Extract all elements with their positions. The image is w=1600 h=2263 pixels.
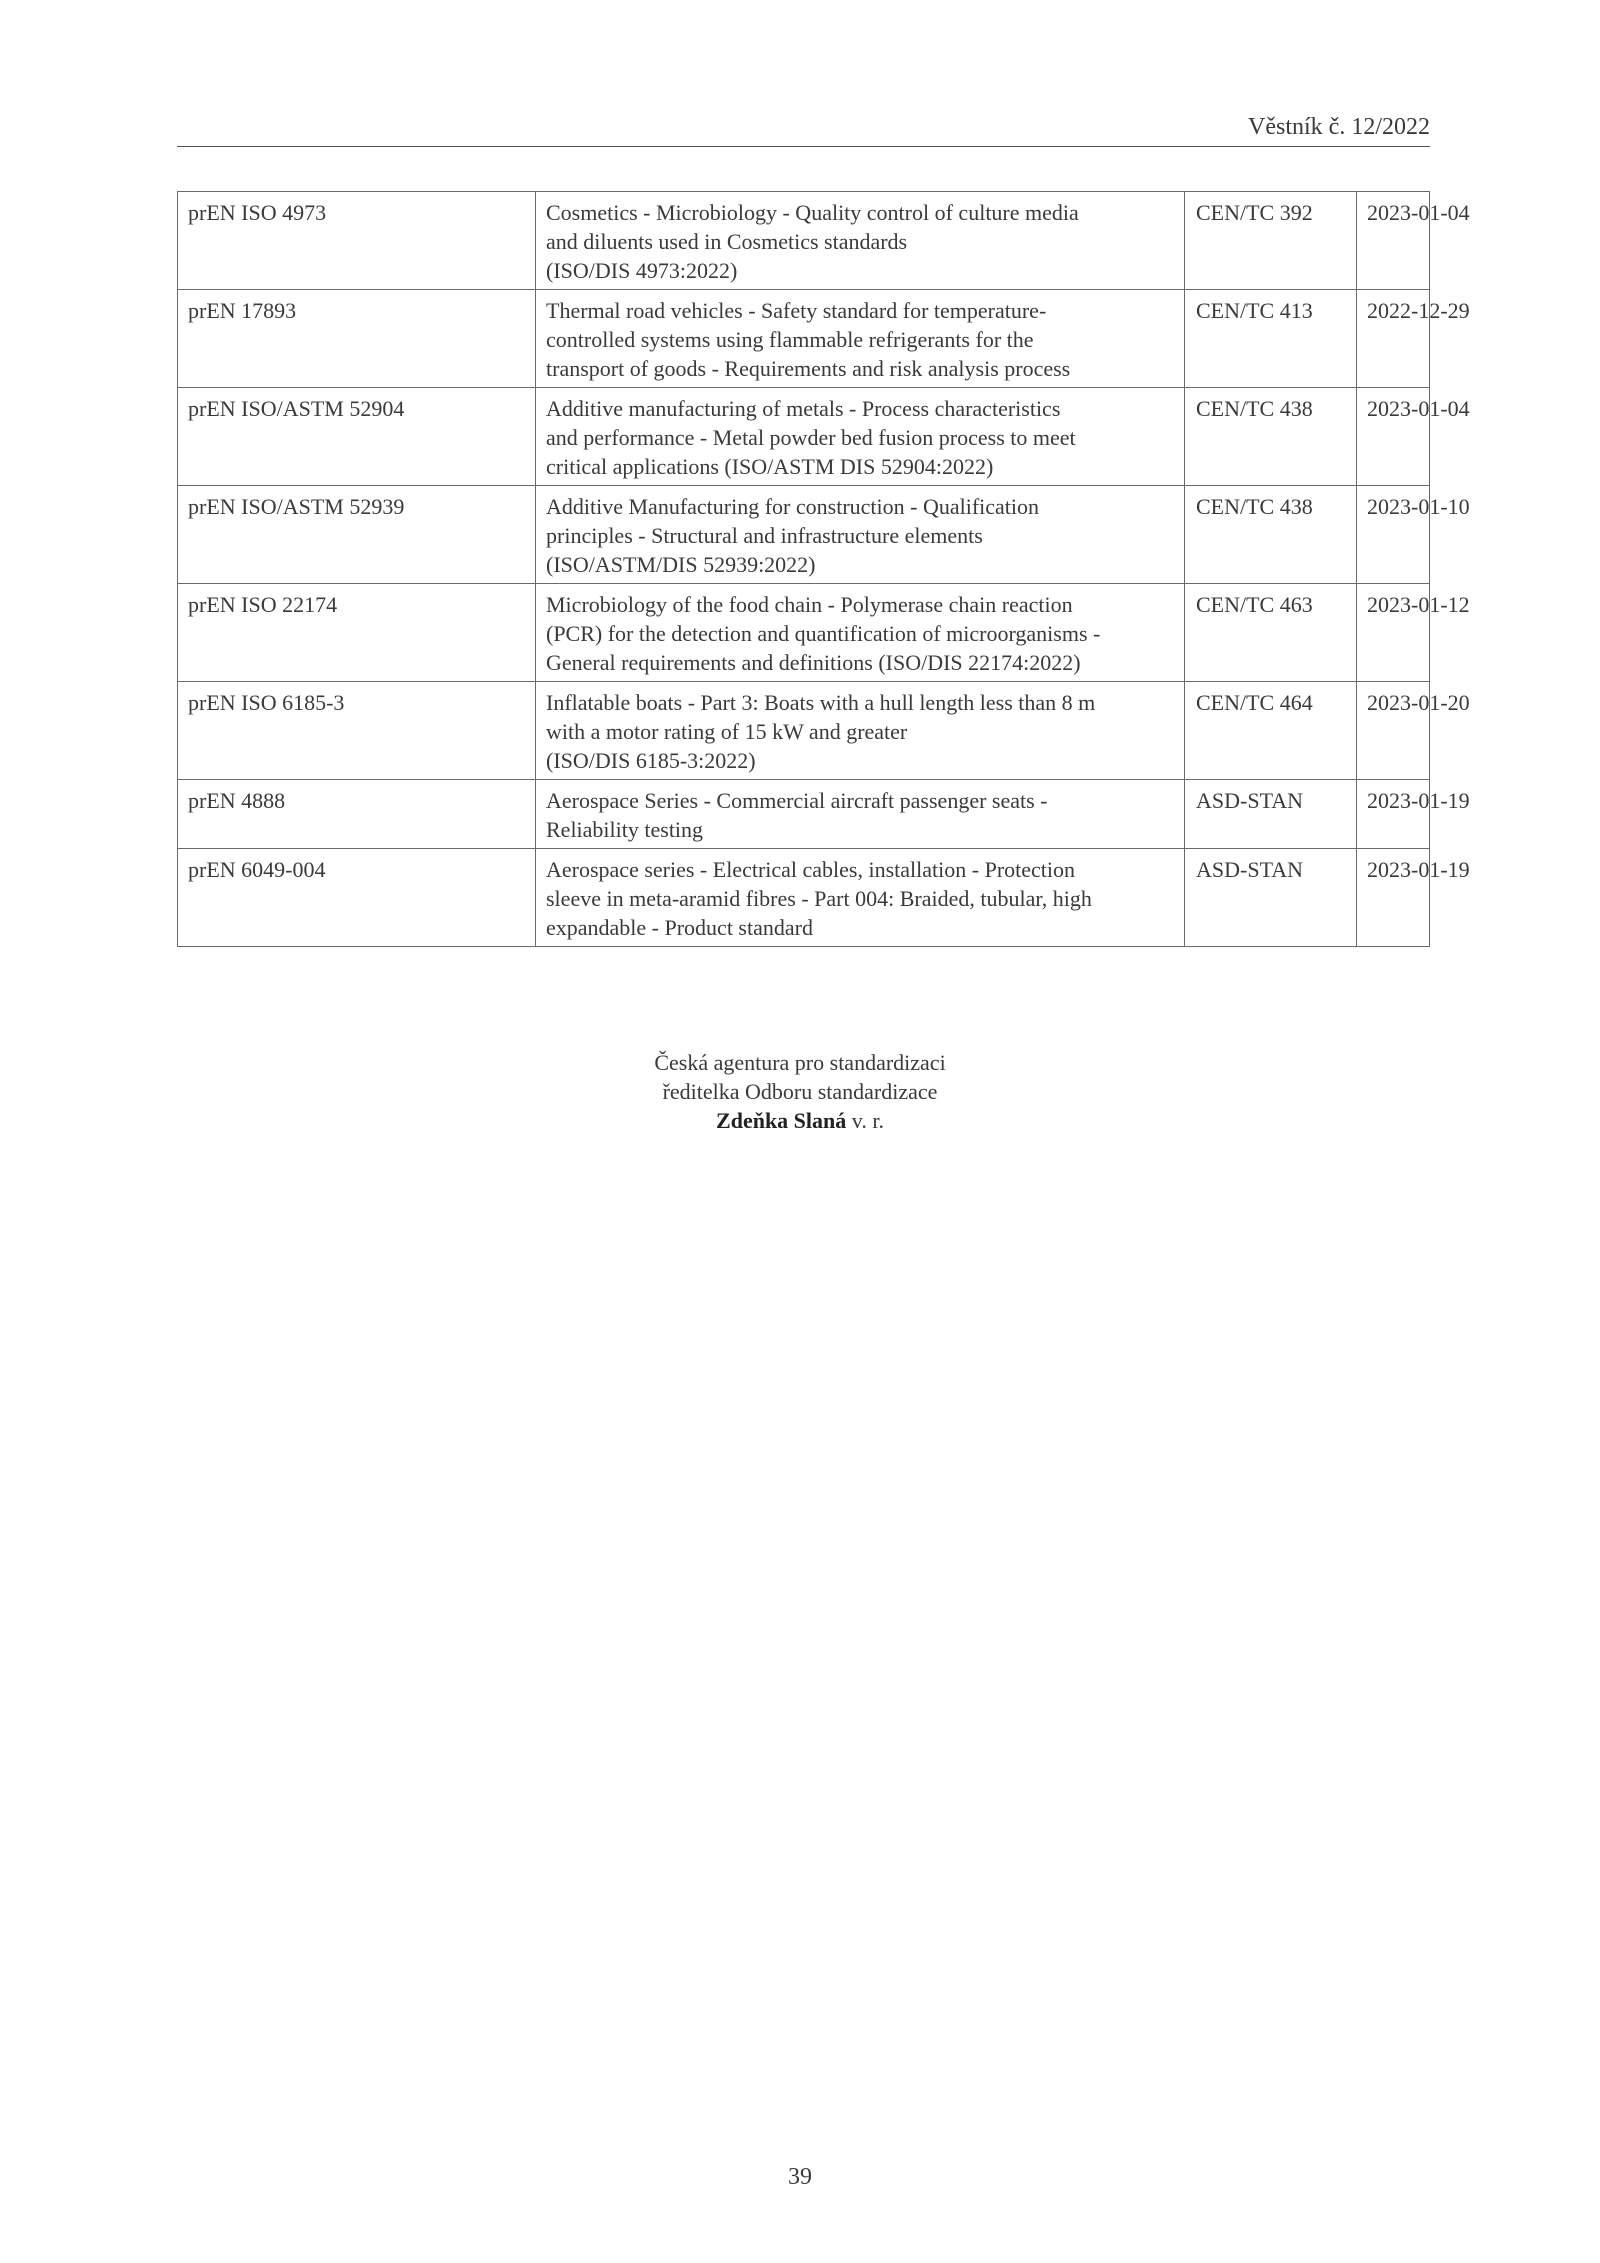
standard-title-cell xyxy=(536,584,1185,682)
standard-title-line: Inflatable boats - Part 3: Boats with a hull length less than 8 m xyxy=(546,690,1096,715)
standard-code-cell: prEN ISO 4973 xyxy=(178,192,536,290)
page-header xyxy=(177,112,1430,147)
standard-title-line: (ISO/DIS 4973:2022) xyxy=(546,258,738,283)
standard-title-line: and diluents used in Cosmetics standards xyxy=(546,229,908,254)
technical-committee-cell: CEN/TC 438 xyxy=(1185,486,1357,584)
standard-title-line: General requirements and definitions (ISO/DIS 22174:2022) xyxy=(546,650,1081,675)
deadline-date-cell: 2023-01-12 xyxy=(1357,584,1430,682)
page-number: 39 xyxy=(788,2164,812,2190)
table-row xyxy=(178,192,1430,290)
deadline-date-cell: 2023-01-20 xyxy=(1357,682,1430,780)
deadline-date-cell: 2023-01-04 xyxy=(1357,388,1430,486)
signatory-line xyxy=(0,1106,1600,1135)
technical-committee-cell: CEN/TC 413 xyxy=(1185,290,1357,388)
standard-title-cell xyxy=(536,192,1185,290)
standard-title-line: Thermal road vehicles - Safety standard for temperature- xyxy=(546,298,1047,323)
technical-committee-cell: CEN/TC 438 xyxy=(1185,388,1357,486)
standard-code-cell: prEN ISO 22174 xyxy=(178,584,536,682)
technical-committee-cell: CEN/TC 463 xyxy=(1185,584,1357,682)
signature-block xyxy=(0,1048,1600,1135)
table-row xyxy=(178,584,1430,682)
journal-issue-title: Věstník č. 12/2022 xyxy=(1248,114,1430,140)
deadline-date-cell: 2023-01-19 xyxy=(1357,849,1430,947)
technical-committee-cell: CEN/TC 392 xyxy=(1185,192,1357,290)
standard-title-line: controlled systems using flammable refrigerants for the xyxy=(546,327,1034,352)
standard-title-cell xyxy=(536,486,1185,584)
standard-title-line: transport of goods - Requirements and risk analysis process xyxy=(546,356,1071,381)
standard-title-cell xyxy=(536,388,1185,486)
standards-table-body xyxy=(178,192,1470,947)
table-row xyxy=(178,388,1430,486)
signatory-position: ředitelka Odboru standardizace xyxy=(662,1079,938,1104)
standard-code-cell: prEN ISO/ASTM 52939 xyxy=(178,486,536,584)
standard-title-line: Additive manufacturing of metals - Process characteristics xyxy=(546,396,1061,421)
deadline-date-cell: 2022-12-29 xyxy=(1357,290,1430,388)
standard-title-line: and performance - Metal powder bed fusion process to meet xyxy=(546,425,1076,450)
standard-code-cell: prEN 6049-004 xyxy=(178,849,536,947)
standard-title-cell xyxy=(536,849,1185,947)
standard-code-cell: prEN ISO/ASTM 52904 xyxy=(178,388,536,486)
standard-title-line: (PCR) for the detection and quantification of microorganisms - xyxy=(546,621,1101,646)
standard-title-cell xyxy=(536,290,1185,388)
standards-table xyxy=(177,191,1470,947)
standard-code-cell: prEN 4888 xyxy=(178,780,536,849)
standard-code-cell: prEN 17893 xyxy=(178,290,536,388)
technical-committee-cell: ASD-STAN xyxy=(1185,780,1357,849)
standard-title-line: (ISO/ASTM/DIS 52939:2022) xyxy=(546,552,816,577)
deadline-date-cell: 2023-01-10 xyxy=(1357,486,1430,584)
table-row xyxy=(178,849,1430,947)
signatory-name: Zdeňka Slaná xyxy=(716,1108,847,1133)
agency-name: Česká agentura pro standardizaci xyxy=(654,1050,946,1075)
standard-title-line: Additive Manufacturing for construction - Qualification xyxy=(546,494,1040,519)
table-row xyxy=(178,780,1430,849)
standard-code-cell: prEN ISO 6185-3 xyxy=(178,682,536,780)
deadline-date-cell: 2023-01-19 xyxy=(1357,780,1430,849)
table-row xyxy=(178,290,1430,388)
standard-title-line: Cosmetics - Microbiology - Quality control of culture media xyxy=(546,200,1079,225)
standard-title-line: with a motor rating of 15 kW and greater xyxy=(546,719,908,744)
deadline-date-cell: 2023-01-04 xyxy=(1357,192,1430,290)
standard-title-line: Microbiology of the food chain - Polymerase chain reaction xyxy=(546,592,1073,617)
signatory-suffix: v. r. xyxy=(846,1108,884,1133)
standard-title-cell xyxy=(536,780,1185,849)
standard-title-cell xyxy=(536,682,1185,780)
technical-committee-cell: ASD-STAN xyxy=(1185,849,1357,947)
standard-title-line: Reliability testing xyxy=(546,817,704,842)
table-row xyxy=(178,486,1430,584)
standard-title-line: principles - Structural and infrastructure elements xyxy=(546,523,983,548)
technical-committee-cell: CEN/TC 464 xyxy=(1185,682,1357,780)
standard-title-line: sleeve in meta-aramid fibres - Part 004: Braided, tubular, high xyxy=(546,886,1092,911)
standard-title-line: Aerospace series - Electrical cables, installation - Protection xyxy=(546,857,1076,882)
standard-title-line: Aerospace Series - Commercial aircraft passenger seats - xyxy=(546,788,1048,813)
standard-title-line: expandable - Product standard xyxy=(546,915,813,940)
table-row xyxy=(178,682,1430,780)
standard-title-line: critical applications (ISO/ASTM DIS 52904:2022) xyxy=(546,454,994,479)
standard-title-line: (ISO/DIS 6185-3:2022) xyxy=(546,748,756,773)
